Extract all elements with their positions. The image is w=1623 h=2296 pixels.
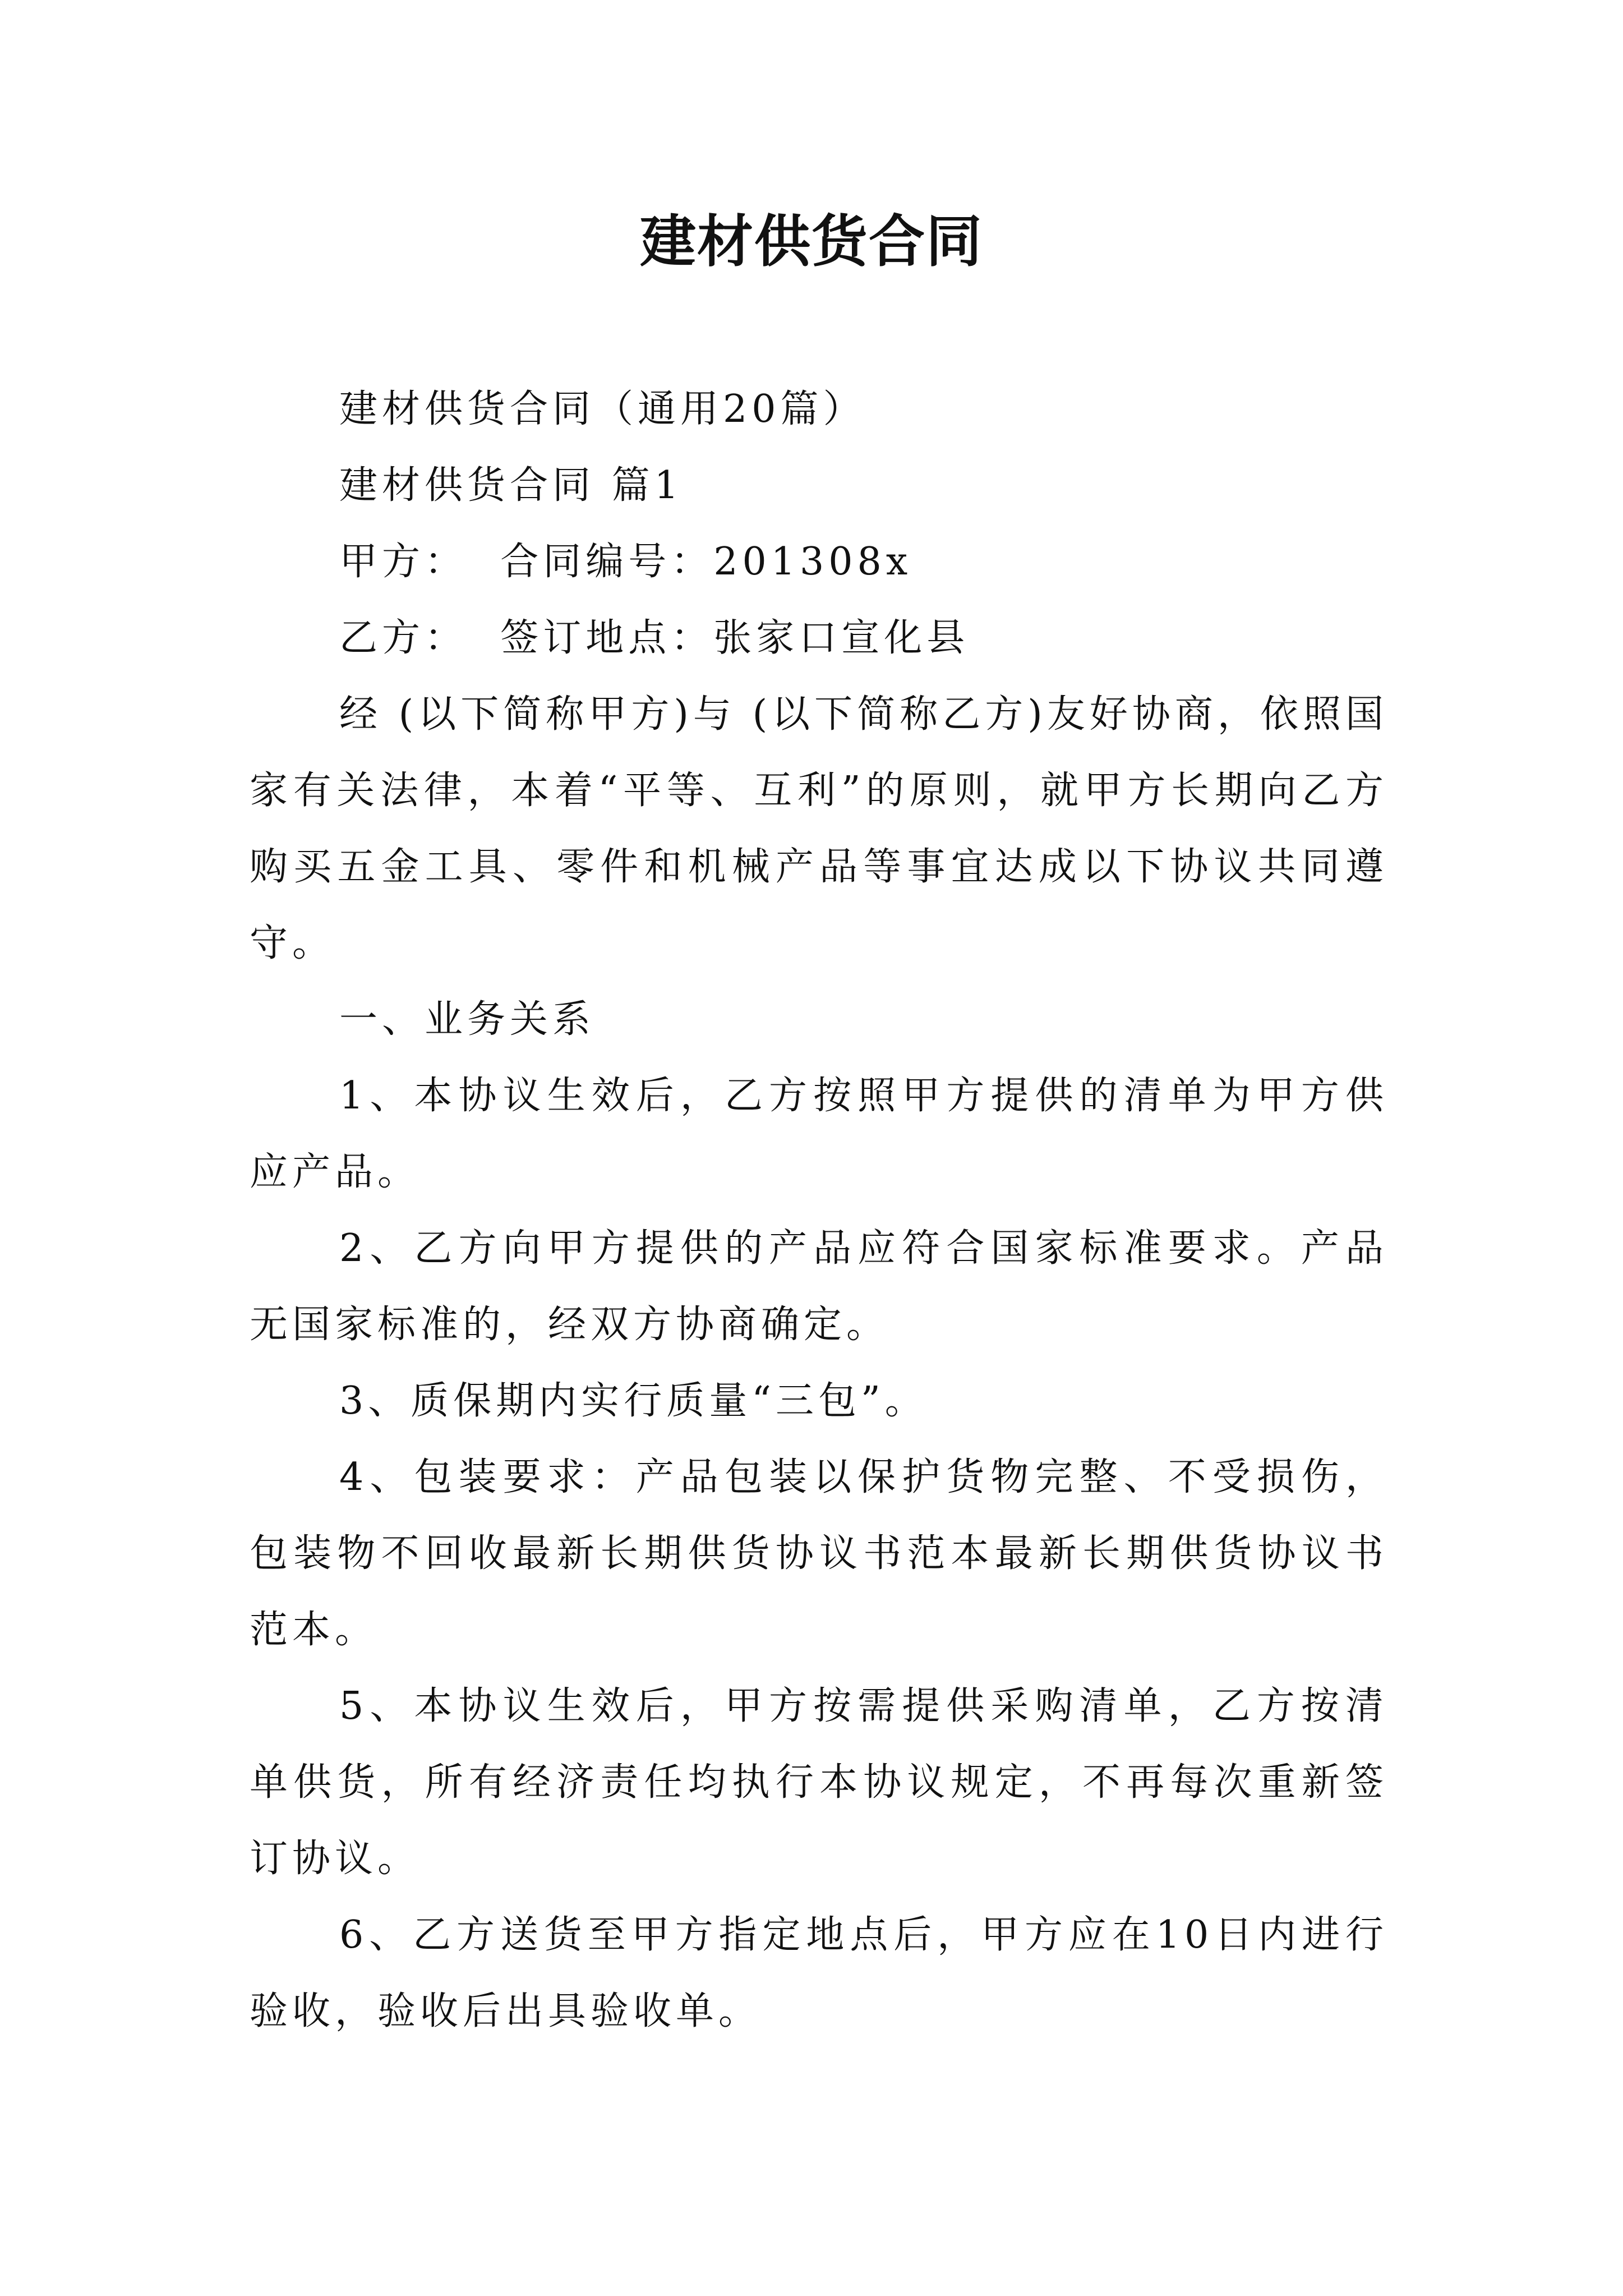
document-title: 建材供货合同 xyxy=(640,208,983,274)
paragraph-preamble: 经 (以下简称甲方)与 (以下简称乙方)友好协商，依照国家有关法律，本着“平等、互利”的原则，就甲方长期向乙方购买五金工具、零件和机械产品等事宜达成以下协议共同遵守。 xyxy=(250,692,1388,965)
clause-2: 2、乙方向甲方提供的产品应符合国家标准要求。产品无国家标准的，经双方协商确定。 xyxy=(250,1226,1388,1347)
paragraph-party-b: 乙方： 签订地点：张家口宣化县 xyxy=(339,616,970,660)
clause-1: 1、本协议生效后，乙方按照甲方提供的清单为甲方供应产品。 xyxy=(250,1074,1388,1194)
clause-6: 6、乙方送货至甲方指定地点后，甲方应在10日内进行验收，验收后出具验收单。 xyxy=(250,1913,1388,2033)
paragraph-party-a: 甲方： 合同编号：201308x xyxy=(339,540,912,584)
clause-3: 3、质保期内实行质量“三包”。 xyxy=(339,1379,928,1423)
paragraph-subtitle: 建材供货合同（通用20篇） xyxy=(339,387,866,431)
heading-business-relationship: 一、业务关系 xyxy=(339,997,596,1042)
document-body xyxy=(250,371,1388,2050)
paragraph-section-label: 建材供货合同 篇1 xyxy=(339,463,683,508)
clause-5: 5、本协议生效后，甲方按需提供采购清单，乙方按清单供货，所有经济责任均执行本协议规定，不再每次重新签订协议。 xyxy=(250,1684,1388,1881)
clause-4: 4、包装要求：产品包装以保护货物完整、不受损伤，包装物不回收最新长期供货协议书范本最新长期供货协议书范本。 xyxy=(250,1455,1388,1652)
